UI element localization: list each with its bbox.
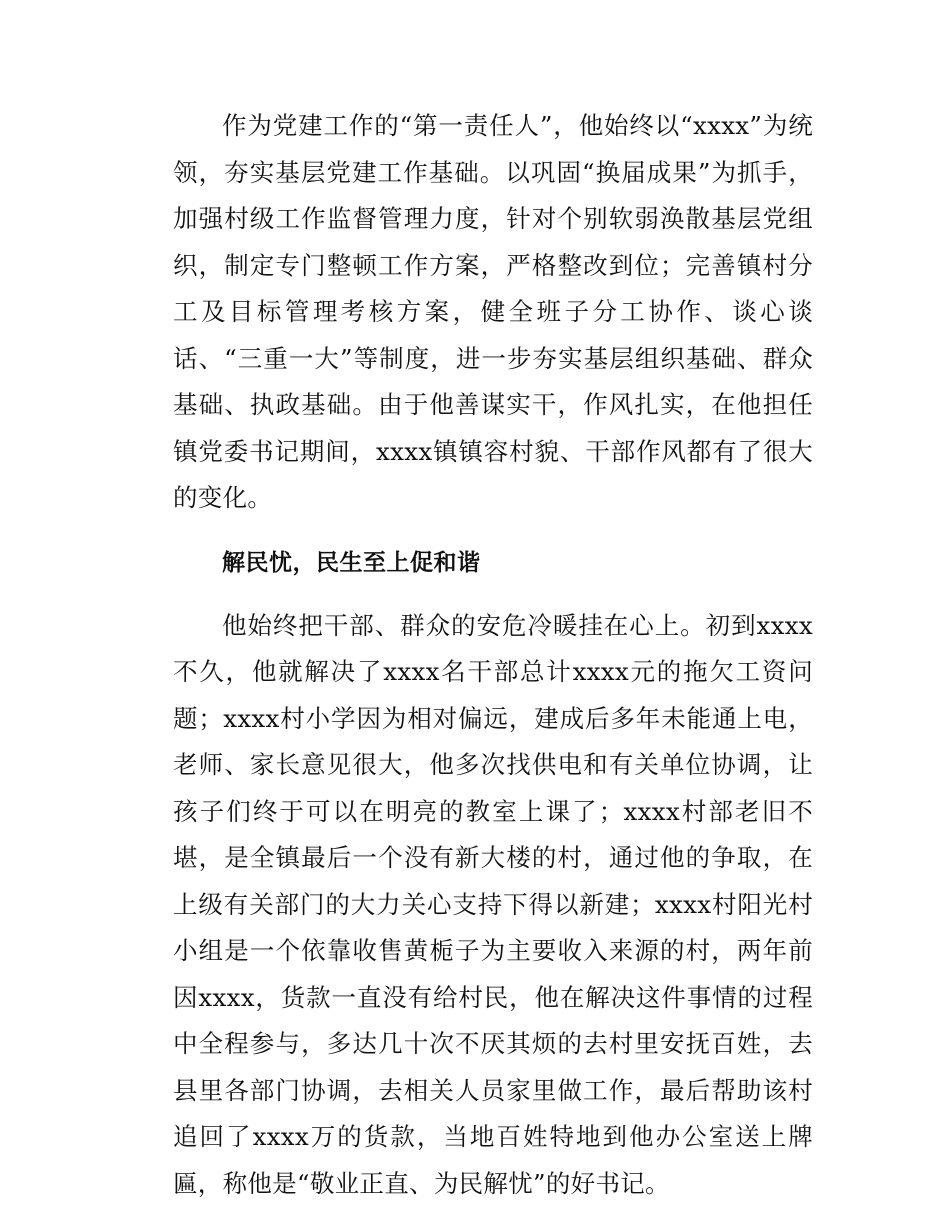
paragraph-party-building: 作为党建工作的“第一责任人”，他始终以“xxxx”为统领，夯实基层党建工作基础。以巩固“换届成果”为抓手，加强村级工作监督管理力度，针对个别软弱涣散基层党组织，制定专门整顿工作方案，严格整改到位；完善镇村分工及目标管理考核方案，健全班子分工协作、谈心谈话、“三重一大”等制度，进一步夯实基层组织基础、群众基础、执政基础。由于他善谋实干，作风扎实，在他担任镇党委书记期间，xxxx镇镇容村貌、干部作风都有了很大的变化。 — [173, 111, 813, 512]
paragraph-livelihood: 他始终把干部、群众的安危冷暖挂在心上。初到xxxx不久，他就解决了xxxx名干部总计xxxx元的拖欠工资问题；xxxx村小学因为相对偏远，建成后多年未能通上电，老师、家长意见很大，他多次找供电和有关单位协调，让孩子们终于可以在明亮的教室上课了；xxxx村部老旧不堪，是全镇最后一个没有新大楼的村，通过他的争取，在上级有关部门的大力关心支持下得以新建；xxxx村阳光村小组是一个依靠收售黄栀子为主要收入来源的村，两年前因xxxx，货款一直没有给村民，他在解决这件事情的过程中全程参与，多达几十次不厌其烦的去村里安抚百姓，去县里各部门协调，去相关人员家里做工作，最后帮助该村追回了xxxx万的货款，当地百姓特地到他办公室送上牌匾，称他是“敬业正直、为民解忧”的好书记。 — [173, 610, 813, 1198]
section-heading-livelihood: 解民忧，民生至上促和谐 — [222, 549, 481, 576]
document-body — [173, 103, 813, 1207]
